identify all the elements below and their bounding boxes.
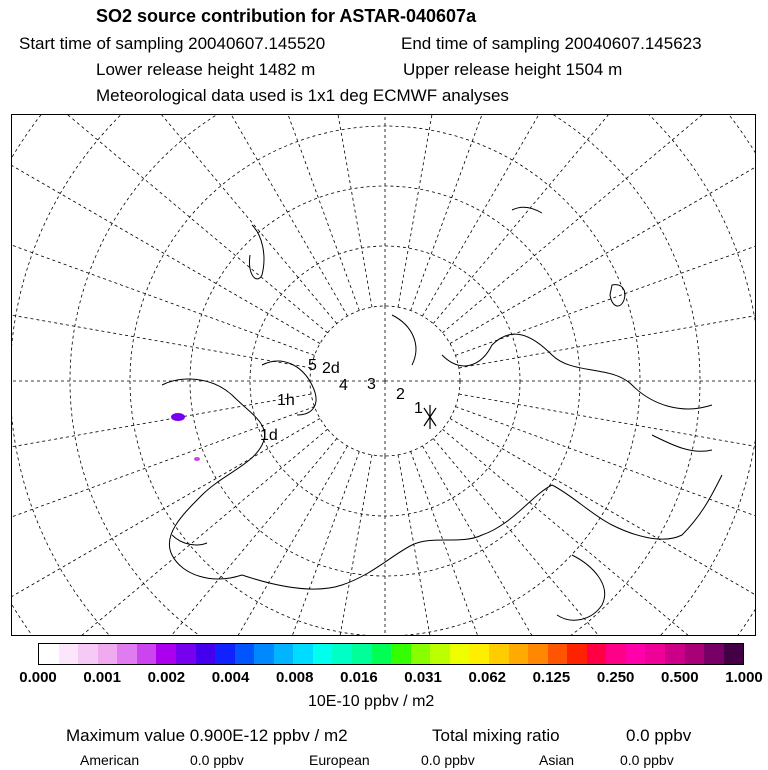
- color-scale-bar: [38, 643, 744, 665]
- meridian-line: [423, 446, 686, 636]
- color-scale-cell: [59, 644, 79, 664]
- asian-label: Asian: [539, 752, 575, 768]
- color-scale-tick-label: 1.000: [725, 669, 763, 686]
- color-scale-tick-label: 0.062: [468, 669, 507, 686]
- upper-height-label: Upper release height 1504 m: [403, 60, 623, 79]
- color-scale-cell: [391, 644, 411, 664]
- meridian-line: [411, 451, 591, 636]
- meridian-line: [411, 115, 591, 311]
- color-scale-tick-label: 0.000: [19, 669, 57, 686]
- color-scale-cell: [528, 644, 548, 664]
- page-title: SO2 source contribution for ASTAR-040607a: [96, 6, 477, 26]
- color-scale-cell: [372, 644, 392, 664]
- latitude-circle: [12, 115, 756, 636]
- map-label-6: 4: [339, 377, 348, 394]
- color-scale-cell: [704, 644, 724, 664]
- map-label-8: 1d: [260, 427, 278, 444]
- color-scale-cell: [254, 644, 274, 664]
- american-value: 0.0 ppbv: [190, 752, 244, 768]
- latitude-circle: [12, 115, 756, 636]
- color-scale-cell: [645, 644, 665, 664]
- color-scale-cell: [156, 644, 176, 664]
- total-mixing-ratio-value: 0.0 ppbv: [626, 726, 692, 745]
- color-scale-cell: [450, 644, 470, 664]
- color-scale-cell: [215, 644, 235, 664]
- latitude-circle: [70, 115, 700, 636]
- color-scale-cell: [606, 644, 626, 664]
- meridian-line: [281, 455, 372, 636]
- color-scale-tick-label: 0.500: [661, 669, 699, 686]
- meridian-line: [12, 429, 328, 636]
- color-scale-cell: [626, 644, 646, 664]
- color-scale-cell: [489, 644, 509, 664]
- color-scale-cell: [724, 644, 744, 664]
- color-scale-cell: [685, 644, 705, 664]
- color-scale-cell: [235, 644, 255, 664]
- color-scale-tick-label: 0.125: [532, 669, 571, 686]
- map-label-2: 2d: [322, 360, 340, 377]
- meridian-line: [12, 277, 311, 368]
- meridian-line: [12, 419, 320, 637]
- lower-height-label: Lower release height 1482 m: [96, 60, 316, 79]
- start-time-label: Start time of sampling 20040607.145520: [19, 34, 326, 53]
- color-scale-cell: [39, 644, 59, 664]
- meridian-line: [459, 277, 756, 368]
- release-site-marker: [424, 405, 436, 429]
- meridian-line: [450, 115, 756, 344]
- color-scale-cell: [352, 644, 372, 664]
- color-scale-tick-label: 0.001: [83, 669, 121, 686]
- color-scale-unit: 10E-10 ppbv / m2: [308, 693, 435, 710]
- meridian-line: [455, 176, 756, 356]
- european-value: 0.0 ppbv: [421, 752, 475, 768]
- map-label-1: 5: [308, 357, 317, 374]
- polar-map: [11, 114, 756, 636]
- color-scale-cell: [293, 644, 313, 664]
- color-scale-cell: [196, 644, 216, 664]
- meridian-line: [398, 115, 489, 307]
- color-scale-cell: [117, 644, 137, 664]
- american-label: American: [80, 752, 140, 768]
- color-scale-cell: [274, 644, 294, 664]
- color-scale-cell: [313, 644, 333, 664]
- asian-value: 0.0 ppbv: [620, 752, 674, 768]
- lat-lon-grid: [12, 115, 756, 636]
- meridian-line: [459, 394, 756, 485]
- map-label-4: 2: [396, 386, 405, 403]
- color-scale-tick-label: 0.008: [275, 669, 314, 686]
- map-label-5: 1: [414, 400, 423, 417]
- color-scale-tick-label: 0.002: [147, 669, 186, 686]
- color-scale-tick-label: 0.031: [404, 669, 442, 686]
- maximum-value-label: Maximum value 0.900E-12 ppbv / m2: [66, 726, 348, 745]
- plume-spot-main: [171, 413, 185, 421]
- color-scale-cell: [509, 644, 529, 664]
- color-scale-cell: [137, 644, 157, 664]
- meridian-line: [12, 115, 328, 333]
- plume-spot-small: [194, 457, 200, 461]
- color-scale-cell: [665, 644, 685, 664]
- meridian-line: [180, 115, 360, 311]
- color-scale-cell: [176, 644, 196, 664]
- polar-map-canvas: [12, 115, 756, 636]
- meridian-line: [433, 115, 756, 324]
- color-scale-cell: [587, 644, 607, 664]
- meridian-line: [85, 446, 348, 636]
- met-data-label: Meteorological data used is 1x1 deg ECMWF analyses: [96, 86, 509, 105]
- meridian-line: [423, 115, 686, 316]
- meridian-line: [12, 115, 320, 344]
- european-label: European: [309, 752, 370, 768]
- meridian-line: [433, 438, 756, 636]
- color-scale-cell: [567, 644, 587, 664]
- color-scale-cell: [430, 644, 450, 664]
- meridian-line: [180, 451, 360, 636]
- color-scale-cell: [548, 644, 568, 664]
- color-scale-cell: [469, 644, 489, 664]
- total-mixing-ratio-label: Total mixing ratio: [432, 726, 560, 745]
- meridian-line: [281, 115, 372, 307]
- color-scale-cell: [411, 644, 431, 664]
- color-scale-cell: [78, 644, 98, 664]
- meridian-line: [12, 115, 337, 324]
- color-scale-tick-label: 0.016: [340, 669, 378, 686]
- color-scale-tick-label: 0.250: [596, 669, 635, 686]
- color-scale-tick-label: 0.004: [211, 669, 250, 686]
- map-label-7: 1h: [277, 392, 295, 409]
- map-label-3: 3: [367, 376, 376, 393]
- meridian-line: [85, 115, 348, 316]
- end-time-label: End time of sampling 20040607.145623: [401, 34, 702, 53]
- meridian-line: [12, 176, 315, 356]
- meridian-line: [442, 429, 756, 636]
- color-scale-cell: [332, 644, 352, 664]
- meridian-line: [442, 115, 756, 333]
- color-scale-cell: [98, 644, 118, 664]
